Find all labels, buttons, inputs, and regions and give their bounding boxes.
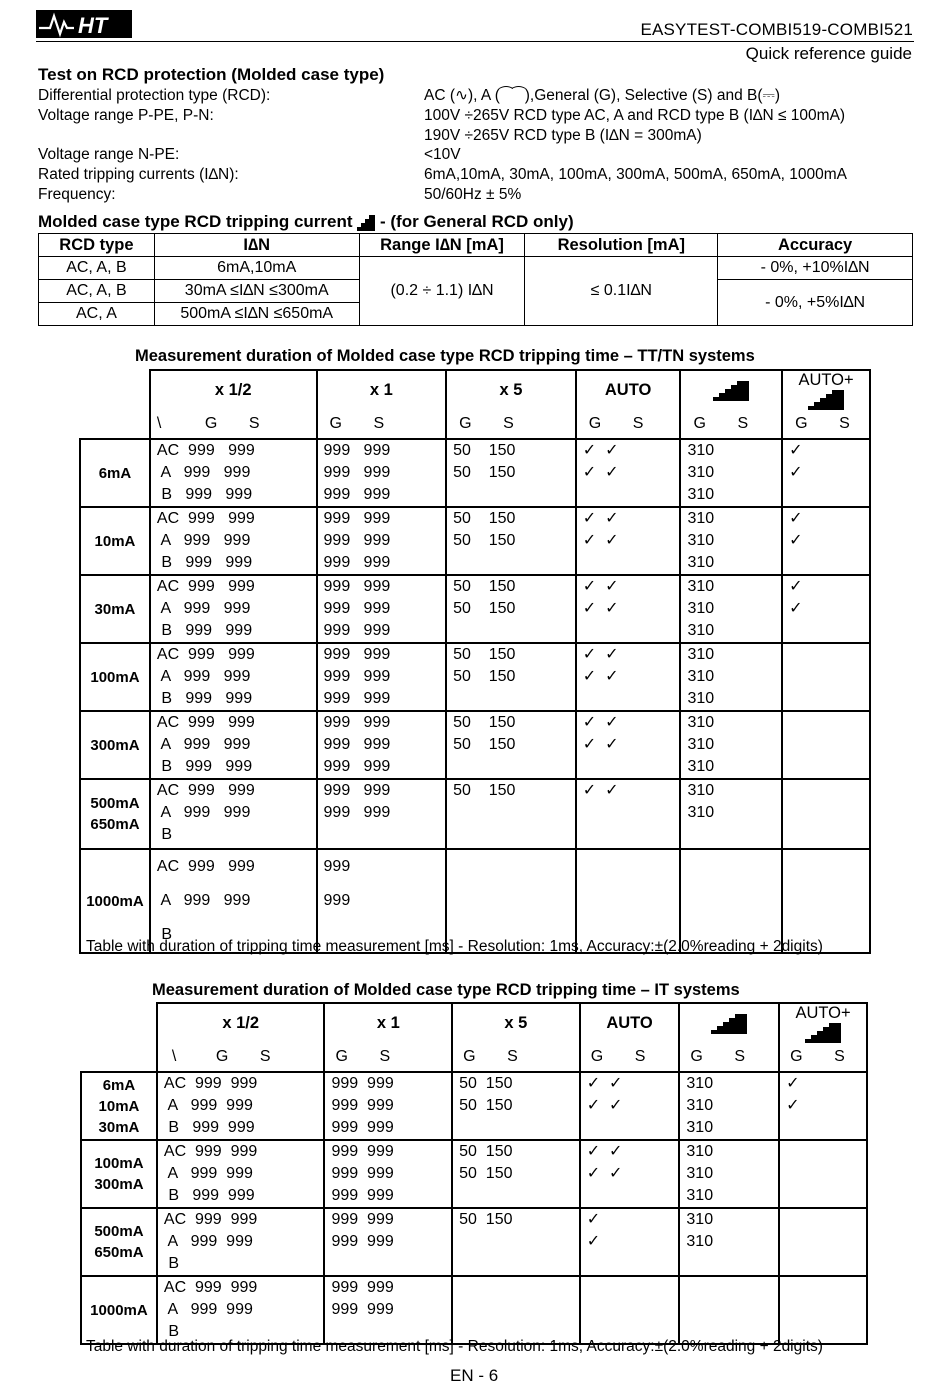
g-label: G bbox=[690, 1048, 703, 1065]
time-cell bbox=[150, 779, 317, 849]
time-values: 310 310 bbox=[686, 1211, 714, 1250]
current-label bbox=[80, 643, 150, 711]
time-cell bbox=[446, 779, 576, 849]
time-values: ✓ ✓ bbox=[586, 1211, 601, 1250]
header-label: AUTO bbox=[606, 1014, 653, 1032]
time-cell bbox=[324, 1208, 452, 1276]
header-divider bbox=[36, 41, 914, 42]
current-label-text: 10mA bbox=[94, 532, 136, 550]
time-values: 50 150 50 150 bbox=[459, 1075, 513, 1114]
col-rcd-type: RCD type bbox=[39, 234, 155, 257]
time-cell bbox=[452, 1208, 580, 1276]
current-label bbox=[80, 575, 150, 643]
header-label: x 5 bbox=[499, 381, 523, 399]
current-label-text: 1000mA bbox=[86, 892, 144, 910]
rcd-section-title: Test on RCD protection (Molded case type) bbox=[38, 65, 385, 84]
time-cell bbox=[446, 575, 576, 643]
time-cell bbox=[680, 507, 782, 575]
time-cell bbox=[452, 1276, 580, 1344]
time-cell bbox=[150, 643, 317, 711]
time-cell bbox=[576, 779, 681, 849]
subheader-cell bbox=[446, 410, 576, 439]
time-values: AC 999 999 A 999 999 B 999 999 bbox=[163, 1075, 258, 1136]
time-cell bbox=[779, 1208, 867, 1276]
time-values: 999 999 999 999 999 999 bbox=[323, 510, 391, 571]
ramp-icon bbox=[713, 381, 749, 401]
spec-value: <10V bbox=[424, 146, 461, 163]
time-cell bbox=[317, 439, 447, 507]
time-values: 50 150 50 150 bbox=[453, 510, 516, 549]
current-label bbox=[81, 1208, 157, 1276]
table-header-row bbox=[39, 234, 913, 257]
time-values: 999 999 999 999 999 999 bbox=[323, 714, 391, 775]
time-cell bbox=[679, 1276, 779, 1344]
time-values: AC 999 999 A 999 999 B bbox=[163, 1279, 258, 1340]
header-label: x 1/2 bbox=[222, 1014, 260, 1032]
subheader-cell bbox=[576, 410, 681, 439]
time-cell bbox=[782, 779, 870, 849]
current-label bbox=[81, 1072, 157, 1140]
time-values: 50 150 50 150 bbox=[453, 646, 516, 685]
time-values: ✓ ✓ ✓ ✓ bbox=[582, 578, 619, 617]
cell-accuracy: - 0%, +5%I∆N bbox=[718, 280, 913, 326]
time-cell bbox=[150, 575, 317, 643]
time-values: 310 310 310 bbox=[686, 1075, 714, 1136]
current-label bbox=[80, 711, 150, 779]
time-values: AC 999 999 A 999 999 B 999 999 bbox=[163, 1143, 258, 1204]
it-time-table bbox=[80, 1002, 868, 1345]
time-cell bbox=[779, 1140, 867, 1208]
header-cell bbox=[317, 370, 447, 410]
time-cell bbox=[157, 1072, 325, 1140]
table-row bbox=[80, 711, 870, 779]
current-label bbox=[80, 779, 150, 849]
sep-label: \ bbox=[171, 1048, 177, 1065]
time-cell bbox=[782, 575, 870, 643]
spec-value: AC (∿), A (⁀⁀),General (G), Selective (S) and B(⎓) bbox=[424, 87, 781, 104]
time-cell bbox=[446, 507, 576, 575]
time-cell bbox=[679, 1140, 779, 1208]
ramp-icon bbox=[711, 1014, 747, 1034]
header-label: x 5 bbox=[504, 1014, 528, 1032]
time-cell bbox=[679, 1208, 779, 1276]
rcd-current-table bbox=[38, 233, 913, 326]
header-cell bbox=[446, 370, 576, 410]
time-cell bbox=[576, 711, 681, 779]
spec-label: Voltage range N-PE: bbox=[38, 146, 180, 163]
subheader-cell bbox=[782, 410, 870, 439]
corner-cell bbox=[81, 1003, 157, 1043]
table-row bbox=[80, 575, 870, 643]
time-values: AC 999 999 A 999 999 B 999 999 bbox=[156, 442, 255, 503]
time-values: 999 999 999 999 999 999 bbox=[323, 646, 391, 707]
time-cell bbox=[680, 643, 782, 711]
time-cell bbox=[679, 1072, 779, 1140]
current-label-text: 1000mA bbox=[90, 1301, 148, 1319]
time-cell bbox=[446, 711, 576, 779]
time-cell bbox=[782, 711, 870, 779]
time-values: 50 150 50 150 bbox=[453, 714, 516, 753]
table-row bbox=[81, 1208, 867, 1276]
current-label-text: 300mA bbox=[90, 736, 140, 754]
time-cell bbox=[324, 1276, 452, 1344]
s-label: S bbox=[373, 415, 385, 432]
time-values: 310 310 310 bbox=[687, 442, 715, 503]
header-label: x 1 bbox=[376, 1014, 400, 1032]
time-values: 310 310 310 bbox=[687, 714, 715, 775]
ramp-icon bbox=[357, 215, 375, 231]
time-cell bbox=[317, 711, 447, 779]
subheader-row bbox=[80, 410, 870, 439]
time-values: AC 999 999 A 999 999 B bbox=[163, 1211, 258, 1272]
header-label: AUTO bbox=[604, 381, 652, 399]
ramp-icon bbox=[808, 390, 844, 410]
time-values: ✓ ✓ bbox=[789, 442, 803, 481]
time-cell bbox=[576, 439, 681, 507]
subheader-row bbox=[81, 1043, 867, 1072]
time-values: 310 310 310 bbox=[687, 646, 715, 707]
time-cell bbox=[779, 1072, 867, 1140]
ramp-icon bbox=[805, 1023, 841, 1043]
time-values: AC 999 999 A 999 999 B bbox=[156, 782, 255, 843]
time-values: AC 999 999 A 999 999 B 999 999 bbox=[156, 646, 255, 707]
time-values: 999 999 bbox=[323, 858, 351, 909]
time-values: 999 999 999 999 999 999 bbox=[331, 1143, 394, 1204]
cell-idn: 6mA,10mA bbox=[154, 257, 359, 280]
header-cell bbox=[680, 370, 782, 410]
header-label: x 1 bbox=[369, 381, 393, 399]
time-cell bbox=[680, 575, 782, 643]
col-resolution: Resolution [mA] bbox=[525, 234, 718, 257]
time-cell bbox=[782, 643, 870, 711]
table-row bbox=[80, 643, 870, 711]
g-label: G bbox=[795, 415, 808, 432]
cell-range: (0.2 ÷ 1.1) I∆N bbox=[359, 257, 525, 326]
table-row bbox=[39, 257, 913, 280]
header-cell bbox=[580, 1003, 680, 1043]
header-cell bbox=[679, 1003, 779, 1043]
s-label: S bbox=[632, 415, 644, 432]
ht-logo bbox=[36, 10, 132, 38]
time-cell bbox=[157, 1208, 325, 1276]
spec-value: 100V ÷265V RCD type AC, A and RCD type B (I∆N ≤ 100mA) bbox=[424, 107, 846, 124]
s-label: S bbox=[503, 415, 514, 432]
time-cell bbox=[779, 1276, 867, 1344]
time-cell bbox=[317, 779, 447, 849]
rcd-current-title-text: Molded case type RCD tripping current bbox=[38, 212, 353, 231]
it-table-caption: Table with duration of tripping time measurement [ms] - Resolution: 1ms, Accuracy:±(2.0%reading + 2digits) bbox=[86, 1338, 823, 1355]
time-values: 310 310 310 bbox=[686, 1143, 714, 1204]
corner-cell bbox=[81, 1043, 157, 1072]
time-cell bbox=[317, 575, 447, 643]
time-cell bbox=[680, 711, 782, 779]
time-cell bbox=[446, 439, 576, 507]
time-cell bbox=[580, 1072, 680, 1140]
subheader-cell bbox=[452, 1043, 580, 1072]
current-label bbox=[81, 1276, 157, 1344]
table-row bbox=[80, 439, 870, 507]
time-values: ✓ ✓ ✓ ✓ bbox=[586, 1143, 623, 1182]
time-cell bbox=[446, 643, 576, 711]
time-values: ✓ ✓ ✓ ✓ bbox=[582, 714, 619, 753]
subheader-cell bbox=[150, 410, 317, 439]
spec-label: Frequency: bbox=[38, 186, 116, 203]
g-label: G bbox=[459, 415, 472, 432]
s-label: S bbox=[734, 1048, 746, 1065]
header-cell bbox=[782, 370, 870, 410]
auto-plus-label: AUTO+ bbox=[798, 371, 854, 389]
spec-value: 6mA,10mA, 30mA, 100mA, 300mA, 500mA, 650mA, 1000mA bbox=[424, 166, 848, 183]
header-cell bbox=[576, 370, 681, 410]
cell-idn: 30mA ≤I∆N ≤300mA bbox=[154, 280, 359, 303]
time-cell bbox=[452, 1072, 580, 1140]
time-cell bbox=[782, 439, 870, 507]
time-cell bbox=[150, 711, 317, 779]
time-values: AC 999 999 A 999 999 B bbox=[156, 858, 255, 943]
corner-cell bbox=[80, 410, 150, 439]
time-cell bbox=[680, 439, 782, 507]
g-label: G bbox=[329, 415, 342, 432]
g-label: G bbox=[693, 415, 706, 432]
g-label: G bbox=[590, 1048, 604, 1065]
s-label: S bbox=[259, 1048, 271, 1065]
time-values: ✓ ✓ bbox=[789, 578, 803, 617]
current-label-text: 100mA 300mA bbox=[94, 1155, 144, 1193]
col-idn: I∆N bbox=[154, 234, 359, 257]
cell-accuracy: - 0%, +10%I∆N bbox=[718, 257, 913, 280]
time-values: 310 310 bbox=[687, 782, 715, 821]
current-label bbox=[80, 507, 150, 575]
time-values: 310 310 310 bbox=[687, 578, 715, 639]
s-label: S bbox=[839, 415, 850, 432]
time-values: ✓ ✓ ✓ ✓ bbox=[582, 510, 619, 549]
current-label-text: 500mA 650mA bbox=[94, 1223, 144, 1261]
time-cell bbox=[580, 1276, 680, 1344]
time-cell bbox=[157, 1140, 325, 1208]
current-label bbox=[80, 439, 150, 507]
table-row bbox=[81, 1140, 867, 1208]
document-subtitle: Quick reference guide bbox=[745, 44, 912, 63]
time-values: 999 999 999 999 bbox=[331, 1279, 394, 1318]
time-cell bbox=[576, 643, 681, 711]
g-label: G bbox=[463, 1048, 476, 1065]
header-cell bbox=[324, 1003, 452, 1043]
time-values: AC 999 999 A 999 999 B 999 999 bbox=[156, 510, 255, 571]
header-cell bbox=[150, 370, 317, 410]
header-cell bbox=[779, 1003, 867, 1043]
subheader-cell bbox=[580, 1043, 680, 1072]
g-label: G bbox=[588, 415, 602, 432]
time-cell bbox=[317, 507, 447, 575]
subheader-cell bbox=[679, 1043, 779, 1072]
time-cell bbox=[576, 575, 681, 643]
rcd-current-title-suffix: - (for General RCD only) bbox=[380, 212, 574, 231]
spec-value: 190V ÷265V RCD type B (I∆N = 300mA) bbox=[424, 127, 702, 144]
subheader-cell bbox=[317, 410, 447, 439]
time-values: 50 150 bbox=[453, 782, 516, 799]
subheader-cell bbox=[324, 1043, 452, 1072]
header-cell bbox=[157, 1003, 325, 1043]
current-label-text: 6mA bbox=[98, 464, 132, 482]
time-values: 50 150 50 150 bbox=[459, 1143, 513, 1182]
time-values: 999 999 999 999 bbox=[331, 1211, 394, 1250]
time-values: 50 150 50 150 bbox=[453, 578, 516, 617]
auto-plus-label: AUTO+ bbox=[795, 1004, 851, 1022]
rcd-current-title bbox=[38, 212, 574, 232]
time-values: 999 999 999 999 999 999 bbox=[323, 578, 391, 639]
time-values: 999 999 999 999 bbox=[323, 782, 391, 821]
s-label: S bbox=[379, 1048, 391, 1065]
time-values: ✓ ✓ ✓ ✓ bbox=[582, 646, 619, 685]
cell-type: AC, A, B bbox=[39, 257, 155, 280]
subheader-cell bbox=[779, 1043, 867, 1072]
page-number: EN - 6 bbox=[450, 1366, 499, 1385]
it-table-title: Measurement duration of Molded case type RCD tripping time – IT systems bbox=[152, 981, 740, 999]
time-cell bbox=[150, 507, 317, 575]
time-cell bbox=[576, 507, 681, 575]
current-label-text: 30mA bbox=[94, 600, 136, 618]
time-values: ✓ ✓ bbox=[789, 510, 803, 549]
time-cell bbox=[452, 1140, 580, 1208]
cell-type: AC, A, B bbox=[39, 280, 155, 303]
spec-value: 50/60Hz ± 5% bbox=[424, 186, 522, 203]
cell-type: AC, A bbox=[39, 303, 155, 326]
s-label: S bbox=[248, 415, 260, 432]
time-values: AC 999 999 A 999 999 B 999 999 bbox=[156, 714, 255, 775]
s-label: S bbox=[737, 415, 749, 432]
table-row bbox=[81, 1276, 867, 1344]
col-accuracy: Accuracy bbox=[718, 234, 913, 257]
time-cell bbox=[150, 439, 317, 507]
tt-table-title: Measurement duration of Molded case type RCD tripping time – TT/TN systems bbox=[135, 347, 755, 365]
header-label: x 1/2 bbox=[214, 381, 252, 399]
s-label: S bbox=[834, 1048, 845, 1065]
s-label: S bbox=[634, 1048, 646, 1065]
document-title: EASYTEST-COMBI519-COMBI521 bbox=[640, 20, 913, 39]
current-label bbox=[81, 1140, 157, 1208]
time-values: 50 150 50 150 bbox=[453, 442, 516, 481]
time-cell bbox=[680, 779, 782, 849]
corner-cell bbox=[80, 370, 150, 410]
header-row bbox=[80, 370, 870, 410]
brand-text: HT bbox=[78, 13, 108, 38]
time-cell bbox=[157, 1276, 325, 1344]
header-row bbox=[81, 1003, 867, 1043]
current-label-text: 100mA bbox=[90, 668, 140, 686]
time-cell bbox=[782, 507, 870, 575]
tt-table-caption: Table with duration of tripping time measurement [ms] - Resolution: 1ms, Accuracy:±(2.0%reading + 2digits) bbox=[86, 938, 823, 955]
g-label: G bbox=[790, 1048, 803, 1065]
time-values: ✓ ✓ ✓ ✓ bbox=[582, 442, 619, 481]
cell-resolution: ≤ 0.1I∆N bbox=[525, 257, 718, 326]
time-cell bbox=[324, 1140, 452, 1208]
spec-label: Rated tripping currents (I∆N): bbox=[38, 166, 239, 183]
current-label-text: 6mA 10mA 30mA bbox=[98, 1076, 140, 1136]
time-values: 50 150 bbox=[459, 1211, 513, 1228]
s-label: S bbox=[507, 1048, 518, 1065]
time-values: 999 999 999 999 999 999 bbox=[323, 442, 391, 503]
spec-label: Differential protection type (RCD): bbox=[38, 87, 271, 104]
time-cell bbox=[580, 1140, 680, 1208]
time-values: ✓ ✓ ✓ ✓ bbox=[586, 1075, 623, 1114]
g-label: G bbox=[335, 1048, 348, 1065]
subheader-cell bbox=[157, 1043, 325, 1072]
time-cell bbox=[324, 1072, 452, 1140]
header-cell bbox=[452, 1003, 580, 1043]
current-label-text: 500mA 650mA bbox=[90, 795, 140, 833]
time-values: 999 999 999 999 999 999 bbox=[331, 1075, 394, 1136]
g-label: G bbox=[215, 1048, 229, 1065]
table-row bbox=[80, 779, 870, 849]
col-range: Range I∆N [mA] bbox=[359, 234, 525, 257]
time-cell bbox=[317, 643, 447, 711]
subheader-cell bbox=[680, 410, 782, 439]
tt-time-table bbox=[79, 369, 871, 954]
cell-idn: 500mA ≤I∆N ≤650mA bbox=[154, 303, 359, 326]
table-row bbox=[81, 1072, 867, 1140]
spec-label: Voltage range P-PE, P-N: bbox=[38, 107, 214, 124]
time-cell bbox=[580, 1208, 680, 1276]
time-values: 310 310 310 bbox=[687, 510, 715, 571]
time-values: ✓ ✓ bbox=[582, 782, 619, 799]
time-values: AC 999 999 A 999 999 B 999 999 bbox=[156, 578, 255, 639]
time-values: ✓ ✓ bbox=[786, 1075, 800, 1114]
table-row bbox=[80, 507, 870, 575]
g-label: G bbox=[204, 415, 218, 432]
sep-label: \ bbox=[156, 415, 162, 432]
